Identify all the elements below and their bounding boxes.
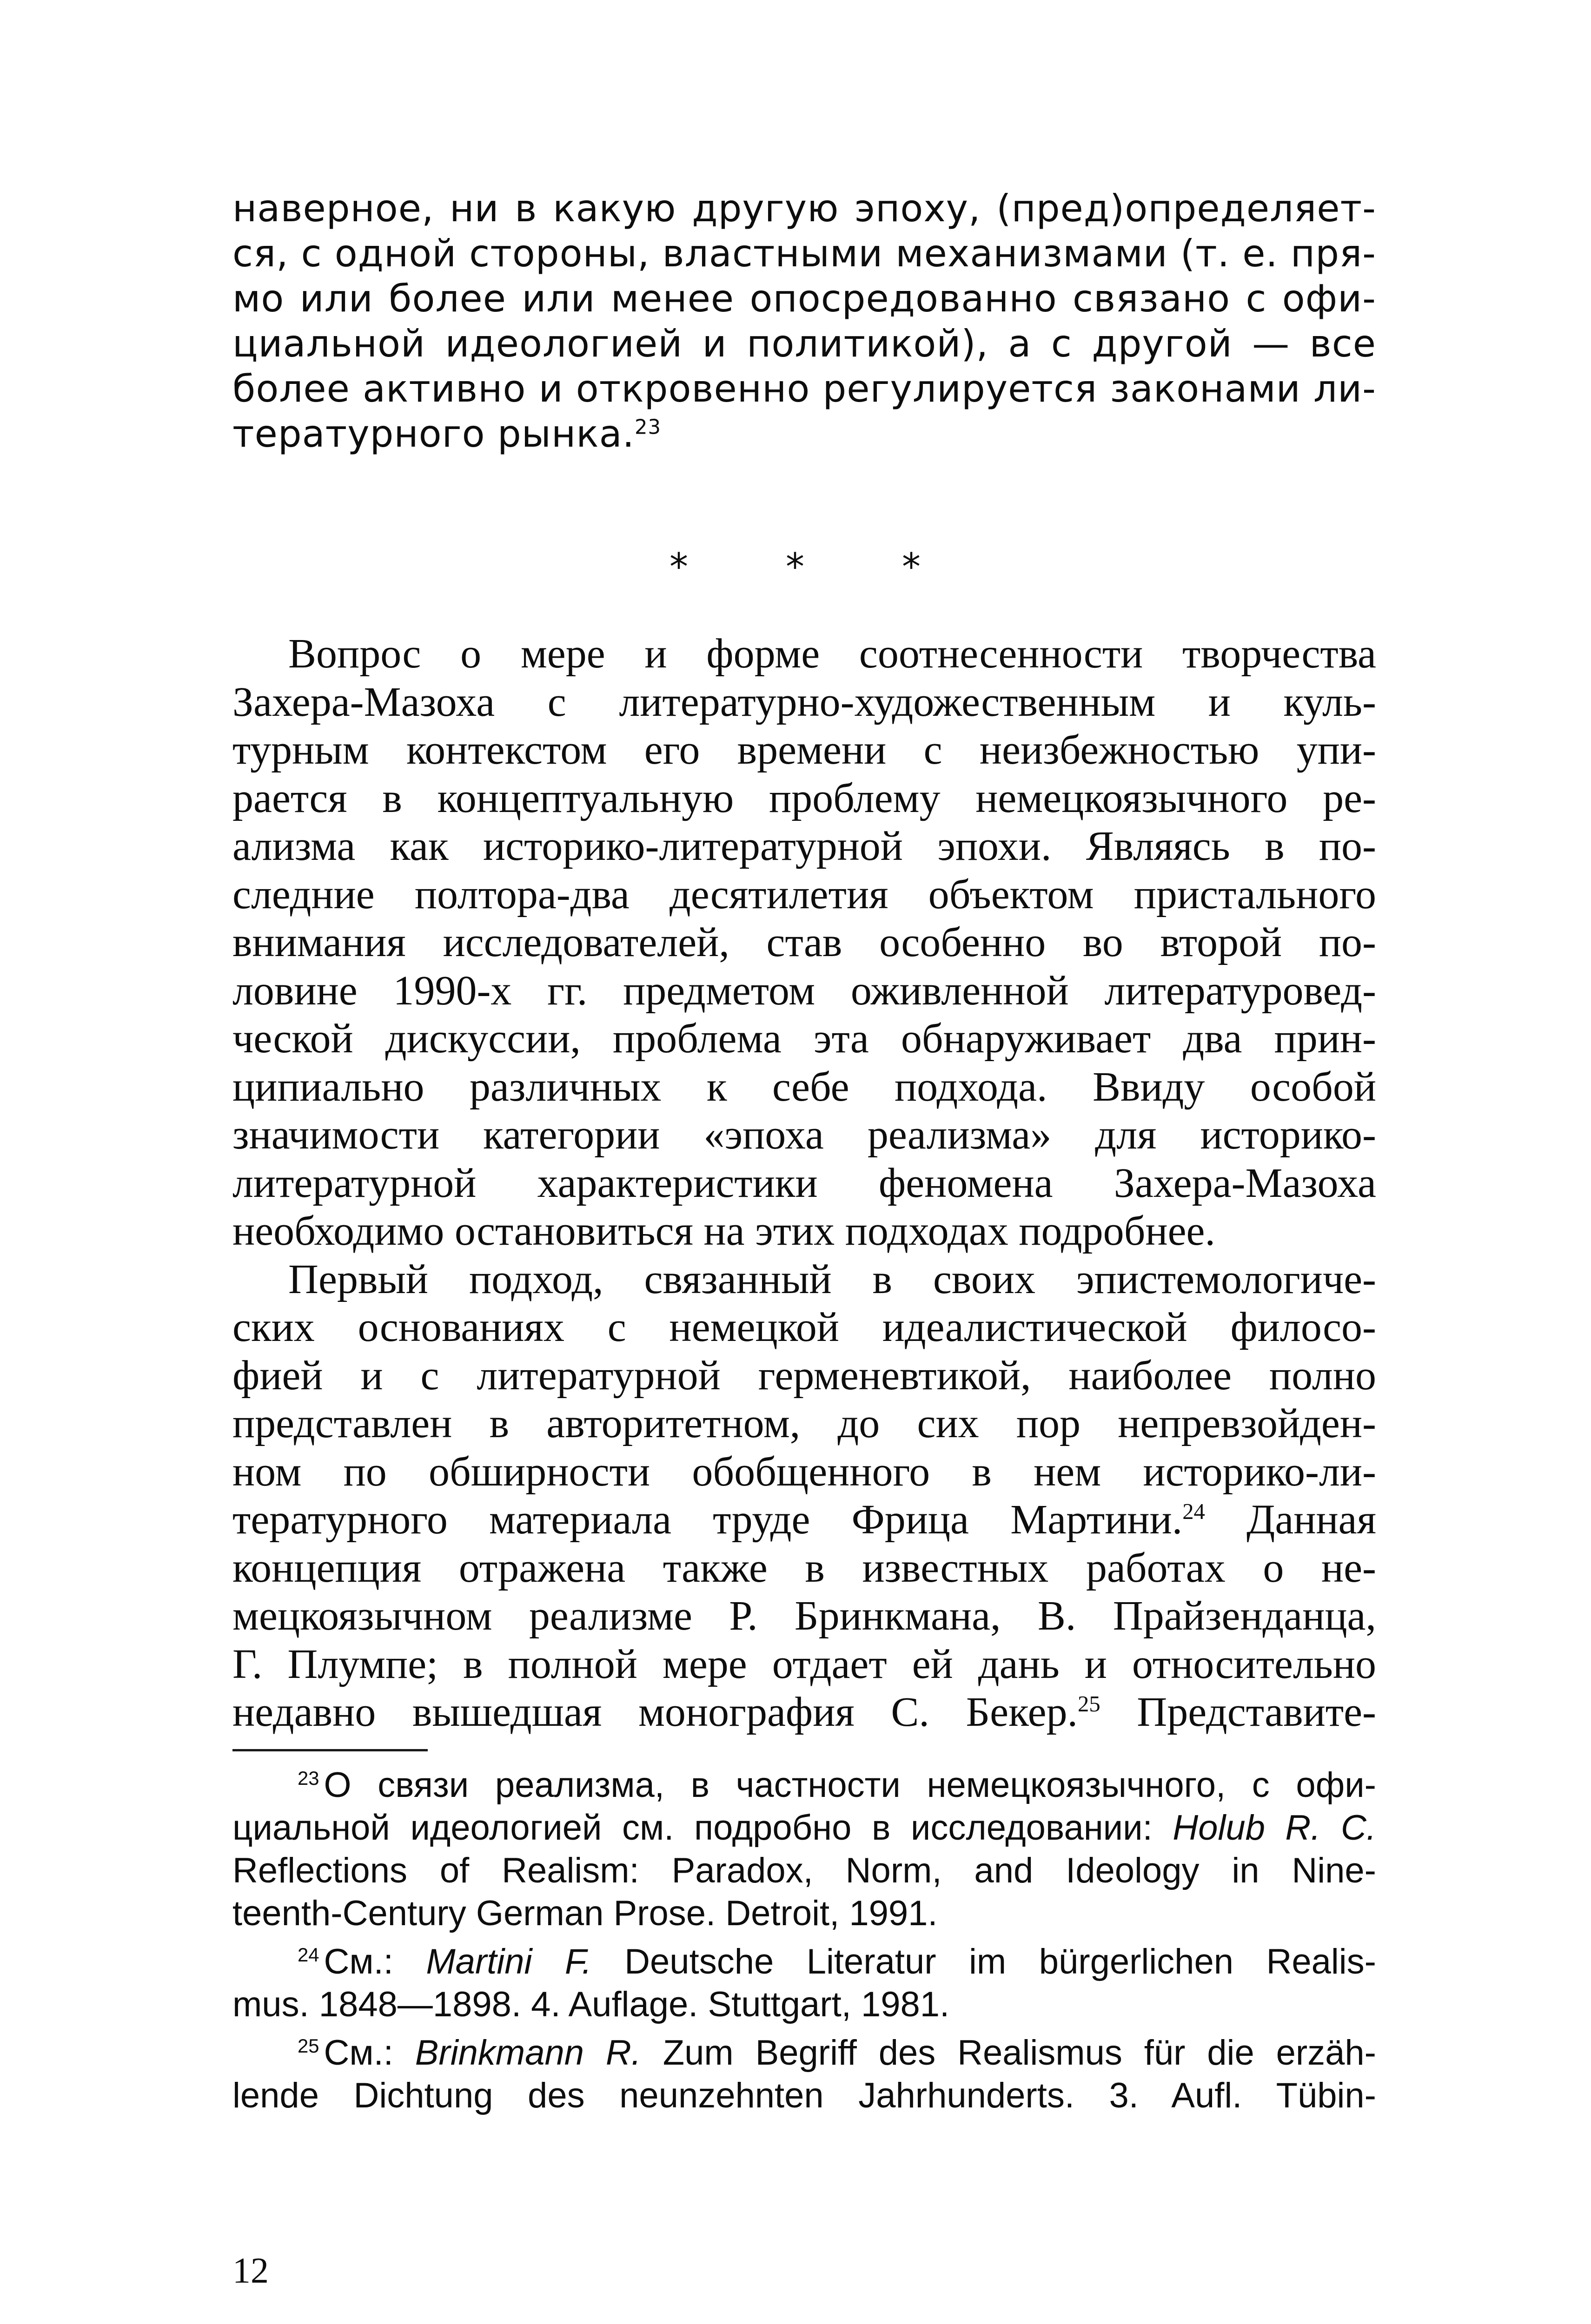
footnote-24 — [232, 1941, 1376, 2026]
footnote-ref: 23 — [635, 416, 661, 439]
text-line: ся, с одной стороны, властными механизмами (т. е. пря- — [232, 232, 1376, 275]
footnote-25 — [232, 2032, 1376, 2117]
text-line: наверное, ни в какую другую эпоху, (пред)определяет- — [232, 187, 1376, 230]
author-italic: Brinkmann R. — [415, 2033, 641, 2073]
text-fragment: тературного материала труде Фрица Мартини. — [232, 1497, 1183, 1543]
footnote-ref: 24 — [1182, 1499, 1205, 1524]
text-line: внимания исследователей, став особенно во второй по- — [232, 919, 1376, 965]
body-paragraphs — [232, 630, 1376, 1736]
separator-asterisk: * — [670, 545, 688, 588]
footnote-23 — [232, 1764, 1376, 1935]
text-line: мецкоязычном реализме Р. Бринкмана, В. Прайзенданца, — [232, 1593, 1376, 1639]
text-line: необходимо остановиться на этих подходах подробнее. — [232, 1208, 1215, 1254]
text-fragment: циальной идеологией см. подробно в исследовании: — [232, 1808, 1173, 1848]
footnote-line — [232, 1941, 1376, 1983]
footnote-number: 24 — [298, 1943, 319, 1966]
text-fragment: Deutsche Literatur im bürgerlichen Realis- — [591, 1942, 1376, 1981]
footnote-line — [232, 1764, 1376, 1807]
text-line: более активно и откровенно регулируется законами ли- — [232, 367, 1376, 410]
text-fragment: Zum Begriff des Realismus für die erzäh- — [641, 2033, 1376, 2073]
text-line: ческой дискуссии, проблема эта обнаруживает два прин- — [232, 1016, 1376, 1062]
text-line: циальной идеологией и политикой), а с другой — все — [232, 322, 1376, 365]
footnote-ref: 25 — [1078, 1691, 1100, 1717]
text-line: Первый подход, связанный в своих эпистемологиче- — [288, 1256, 1376, 1302]
footnote-line — [232, 1807, 1376, 1849]
text-fragment: недавно вышедшая монография С. Бекер. — [232, 1689, 1078, 1735]
footnote-line: mus. 1848—1898. 4. Auflage. Stuttgart, 1981. — [232, 1985, 950, 2024]
footnote-line: teenth-Century German Prose. Detroit, 1991. — [232, 1894, 938, 1933]
text-line — [232, 411, 1376, 456]
text-fragment: См.: — [324, 2033, 415, 2073]
author-italic: Holub R. C. — [1173, 1808, 1376, 1848]
footnote-line: lende Dichtung des neunzehnten Jahrhunderts. 3. Aufl. Tübin- — [232, 2076, 1376, 2115]
footnote-divider — [232, 1749, 428, 1751]
footnotes — [232, 1764, 1376, 2123]
text-line — [232, 1496, 1376, 1544]
text-fragment: тературного рынка. — [232, 412, 635, 456]
text-fragment: Данная — [1205, 1497, 1376, 1543]
text-line: мо или более или менее опосредованно связано с офи- — [232, 277, 1376, 320]
section-separator — [670, 544, 921, 590]
text-line: ловине 1990-х гг. предметом оживленной литературовед- — [232, 967, 1376, 1014]
text-line: фией и с литературной герменевтикой, наиболее полно — [232, 1352, 1376, 1399]
footnote-line: Reflections of Realism: Paradox, Norm, and Ideology in Nine- — [232, 1851, 1376, 1890]
text-line: литературной характеристики феномена Захера-Мазоха — [232, 1160, 1376, 1206]
intro-paragraph — [232, 186, 1376, 456]
author-italic: Martini F. — [426, 1942, 592, 1981]
text-line: представлен в авторитетном, до сих пор непревзойден- — [232, 1400, 1376, 1446]
footnote-line — [232, 2032, 1376, 2074]
text-line: Г. Плумпе; в полной мере отдает ей дань и относительно — [232, 1641, 1376, 1687]
text-line: концепция отражена также в известных работах о не- — [232, 1545, 1376, 1591]
text-line: ном по обширности обобщенного в нем историко-ли- — [232, 1448, 1376, 1495]
footnote-number: 25 — [298, 2034, 319, 2057]
page-number: 12 — [232, 2250, 269, 2291]
text-line: Захера-Мазоха с литературно-художественным и куль- — [232, 679, 1376, 725]
text-line: следние полтора-два десятилетия объектом пристального — [232, 871, 1376, 918]
footnote-number: 23 — [298, 1767, 319, 1789]
text-line: рается в концептуальную проблему немецкоязычного ре- — [232, 775, 1376, 821]
text-line: ципиально различных к себе подхода. Ввиду особой — [232, 1063, 1376, 1110]
separator-asterisk: * — [786, 545, 804, 588]
text-line: Вопрос о мере и форме соотнесенности творчества — [288, 631, 1376, 677]
text-line: ализма как историко-литературной эпохи. Являясь в по- — [232, 823, 1376, 869]
text-line: ских основаниях с немецкой идеалистической филосо- — [232, 1304, 1376, 1350]
separator-asterisk: * — [902, 545, 921, 588]
text-fragment: О связи реализма, в частности немецкоязычного, с офи- — [324, 1765, 1376, 1805]
text-fragment: См.: — [324, 1942, 426, 1981]
text-fragment: Представите- — [1137, 1689, 1376, 1735]
text-line: турным контекстом его времени с неизбежностью упи- — [232, 727, 1376, 773]
text-line — [232, 1688, 1376, 1736]
text-line: значимости категории «эпоха реализма» для историко- — [232, 1112, 1376, 1158]
